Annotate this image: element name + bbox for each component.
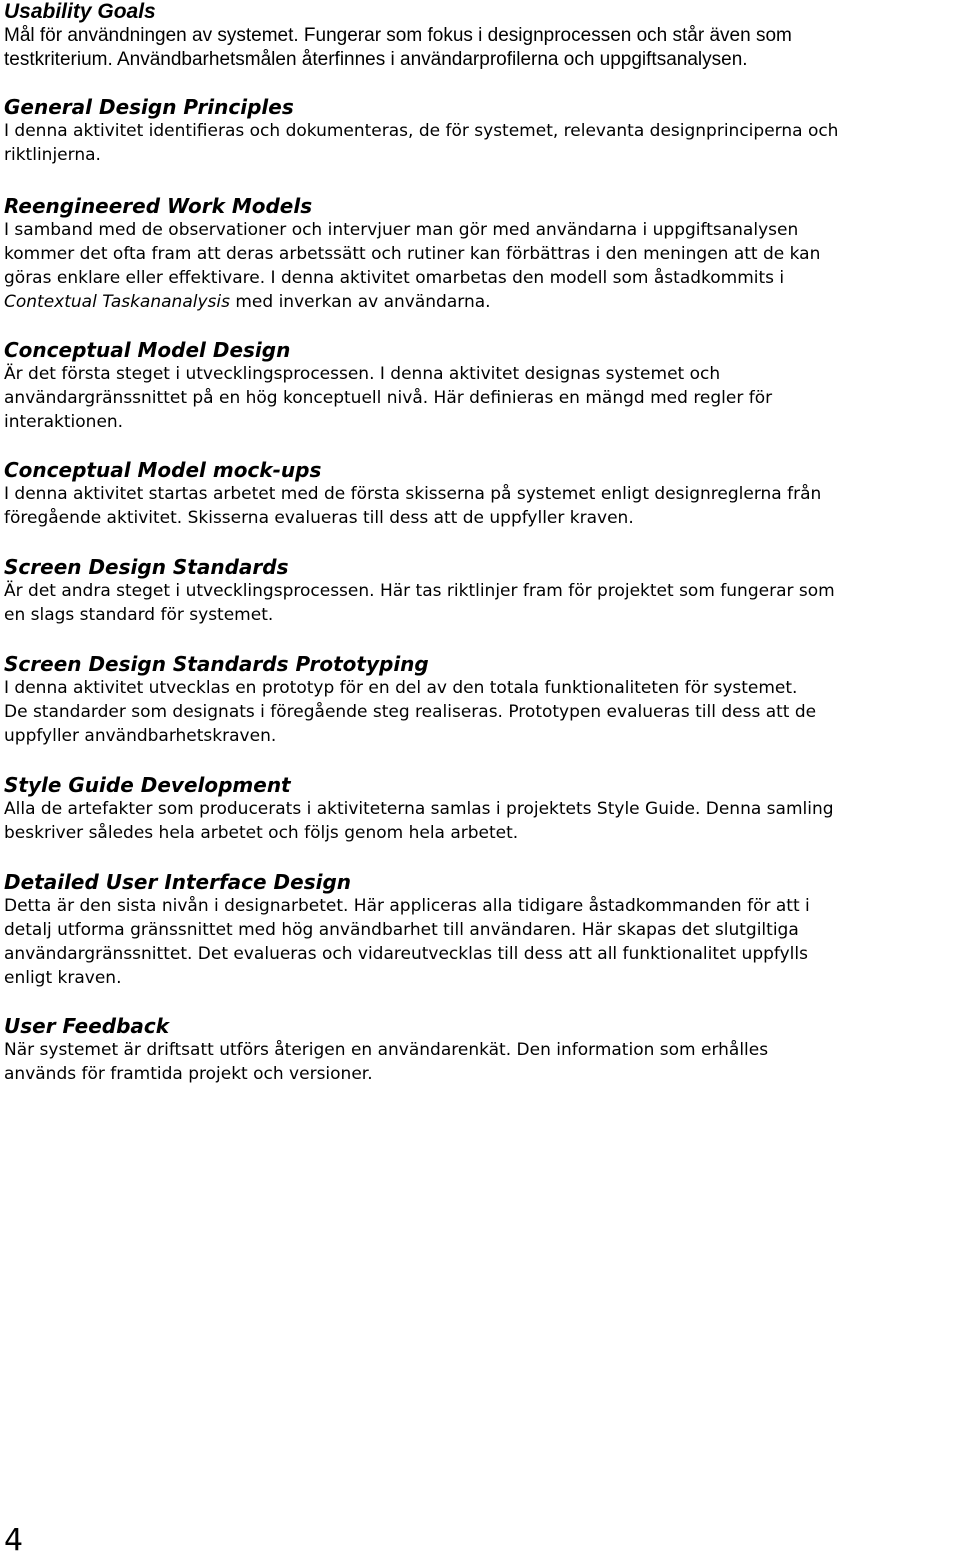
section-heading: Reengineered Work Models: [4, 194, 313, 218]
italic-term: Contextual Taskananalysis: [4, 292, 230, 312]
section-heading: Screen Design Standards Prototyping: [4, 652, 429, 676]
section-general-design-principles: [4, 95, 838, 167]
section-body: [4, 119, 838, 167]
body-line: I samband med de observationer och intervjuer man gör med användarna i uppgiftsanalysen: [4, 220, 799, 240]
section-detailed-user-interface-design: [4, 870, 810, 990]
body-line: användargränssnittet. Det evalueras och vidareutvecklas till dess att all funktionalitet uppfylls: [4, 944, 808, 964]
section-heading: Conceptual Model mock-ups: [4, 458, 322, 482]
body-line: I denna aktivitet startas arbetet med de första skisserna på systemet enligt designreglerna från: [4, 484, 822, 504]
section-body: [4, 482, 821, 530]
body-line: De standarder som designats i föregående steg realiseras. Prototypen evalueras till dess att de: [4, 702, 817, 722]
body-line: används för framtida projekt och versioner.: [4, 1064, 373, 1084]
section-heading: Usability Goals: [4, 0, 156, 23]
body-line: enligt kraven.: [4, 968, 122, 988]
body-line: I denna aktivitet identifieras och dokumenteras, de för systemet, relevanta designprinciperna och: [4, 121, 839, 141]
body-line: I denna aktivitet utvecklas en prototyp för en del av den totala funktionaliteten för systemet.: [4, 678, 798, 698]
section-conceptual-model-design: [4, 338, 772, 434]
section-body: [4, 579, 835, 627]
section-usability-goals: [4, 0, 792, 72]
section-body: [4, 218, 820, 314]
section-heading: General Design Principles: [4, 95, 294, 119]
section-heading: Screen Design Standards: [4, 555, 289, 579]
body-line: testkriterium. Användbarhetsmålen återfinnes i användarprofilerna och uppgiftsanalysen.: [4, 49, 748, 70]
body-line: Är det andra steget i utvecklingsprocessen. Här tas riktlinjer fram för projektet som fungerar som: [4, 581, 835, 601]
body-line: uppfyller användbarhetskraven.: [4, 726, 277, 746]
page-number: 4: [4, 1523, 24, 1558]
body-line: Är det första steget i utvecklingsprocessen. I denna aktivitet designas systemet och: [4, 364, 721, 384]
section-screen-design-standards: [4, 555, 835, 627]
section-style-guide-development: [4, 773, 834, 845]
body-line: föregående aktivitet. Skisserna evalueras till dess att de uppfyller kraven.: [4, 508, 634, 528]
body-line: Alla de artefakter som producerats i aktiviteterna samlas i projektets Style Guide. Denna samling: [4, 799, 834, 819]
body-line: beskriver således hela arbetet och följs genom hela arbetet.: [4, 823, 519, 843]
section-heading: Style Guide Development: [4, 773, 291, 797]
body-line: detalj utforma gränssnittet med hög användbarhet till användaren. Här skapas det slutgiltiga: [4, 920, 799, 940]
section-body: [4, 362, 772, 434]
body-line: När systemet är driftsatt utförs återigen en användarenkät. Den information som erhålles: [4, 1040, 769, 1060]
section-reengineered-work-models: [4, 194, 820, 314]
body-line: Mål för användningen av systemet. Fungerar som fokus i designprocessen och står även som: [4, 25, 792, 46]
section-user-feedback: [4, 1014, 768, 1086]
body-line-rest: med inverkan av användarna.: [229, 292, 491, 312]
section-body: [4, 676, 816, 748]
section-conceptual-model-mockups: [4, 458, 821, 530]
body-line: [4, 290, 820, 314]
section-heading: User Feedback: [4, 1014, 170, 1038]
body-line: interaktionen.: [4, 412, 124, 432]
section-screen-design-standards-prototyping: [4, 652, 816, 748]
section-heading: Conceptual Model Design: [4, 338, 291, 362]
section-body: [4, 894, 810, 990]
body-line: kommer det ofta fram att deras arbetssätt och rutiner kan förbättras i den meningen att de kan: [4, 244, 821, 264]
body-line: Detta är den sista nivån i designarbetet. Här appliceras alla tidigare åstadkommanden för att i: [4, 896, 810, 916]
section-body: [4, 1038, 768, 1086]
body-line: en slags standard för systemet.: [4, 605, 274, 625]
section-heading: Detailed User Interface Design: [4, 870, 352, 894]
body-line: riktlinjerna.: [4, 145, 101, 165]
section-body: [4, 24, 792, 72]
body-line: göras enklare eller effektivare. I denna aktivitet omarbetas den modell som åstadkommits i: [4, 268, 785, 288]
section-body: [4, 797, 834, 845]
body-line: användargränssnittet på en hög konceptuell nivå. Här definieras en mängd med regler för: [4, 388, 773, 408]
